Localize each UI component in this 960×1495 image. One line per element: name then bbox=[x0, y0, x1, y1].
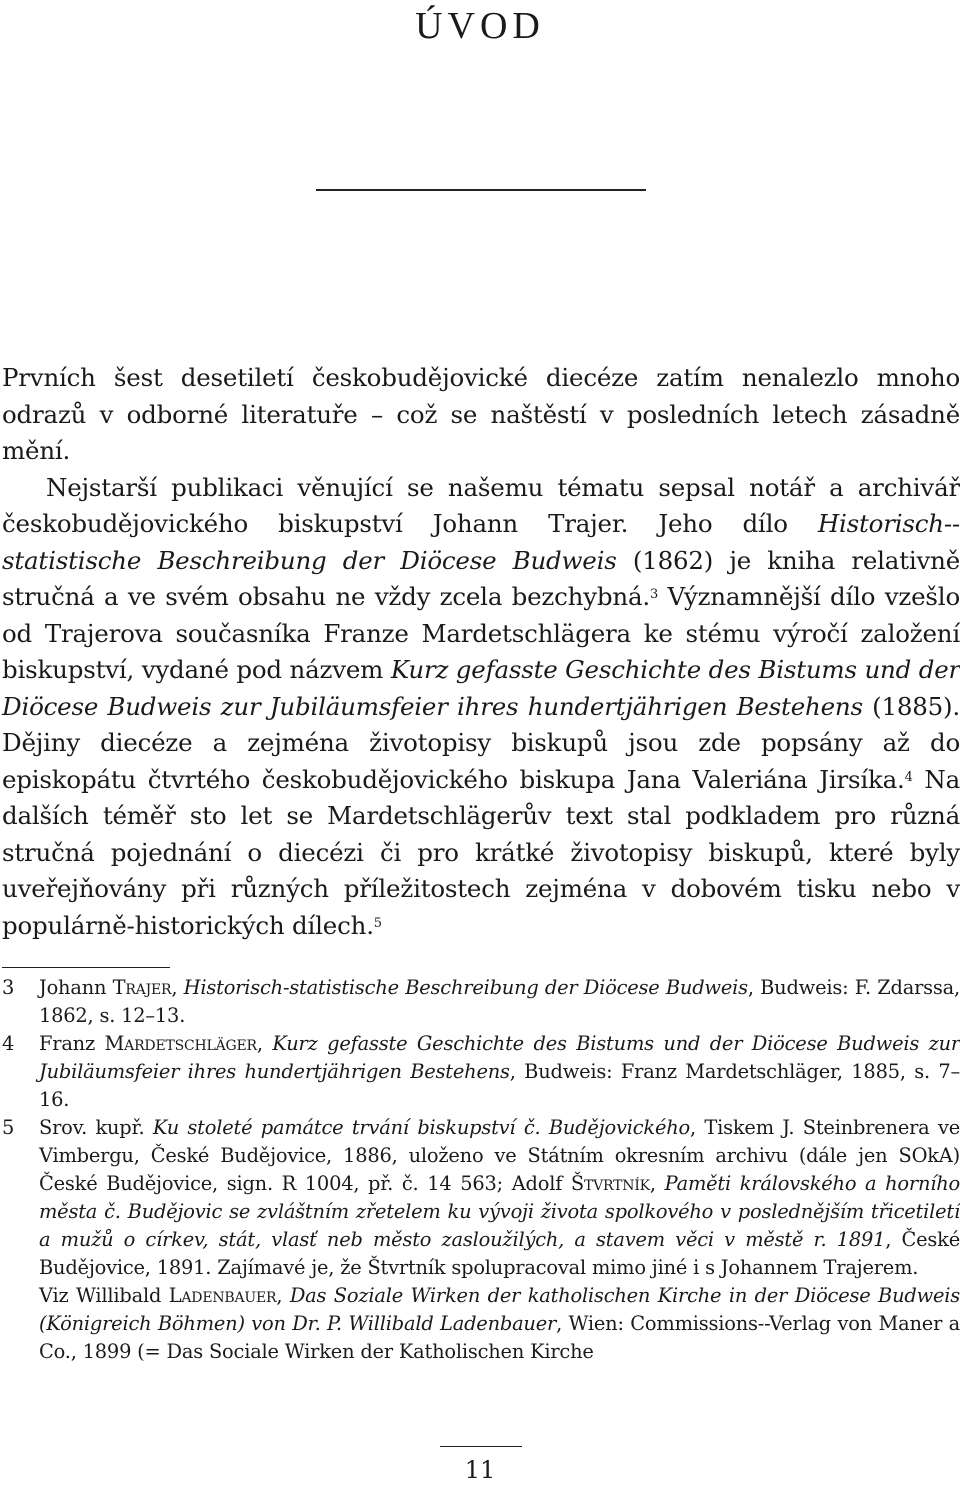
author-name: Ladenbauer bbox=[168, 1284, 277, 1307]
text-run: , Budweis: F. Zdarssa, 1862, s. 12–13. bbox=[39, 976, 960, 1027]
footnote-number: 4 bbox=[2, 1032, 15, 1055]
text-run: Srov. kupř. bbox=[39, 1116, 153, 1139]
text-run: Nejstarší publikaci věnující se našemu tématu sepsal notář a archivář českobudějovického biskupství Johann Trajer. Jeho dílo bbox=[2, 472, 960, 538]
book-title-italic: Ku stoleté památce trvání biskupství č. Budějovického bbox=[152, 1116, 691, 1139]
footnote-ref-3[interactable]: 3 bbox=[649, 587, 659, 602]
text-run: , České Budějovice, 1891. Zajímavé je, že Štvrtník spolupracoval mimo jiné i s Johannem Trajerem. bbox=[39, 1228, 960, 1279]
text-run: , bbox=[649, 1172, 665, 1195]
author-name: Mardetschläger bbox=[104, 1032, 257, 1055]
text-run: Viz Willibald bbox=[39, 1284, 169, 1307]
text-run: , bbox=[276, 1284, 290, 1307]
title-divider bbox=[316, 189, 646, 191]
text-run: , bbox=[171, 976, 184, 999]
paragraph-1: Prvních šest desetiletí českobudějovické diecéze zatím nenalezlo mnoho odrazů v odborné literatuře – což se naštěstí v posledních letech zásadně mění. bbox=[2, 363, 960, 465]
text-run: Na dalších téměř sto let se Mardetschlägerův text stal podkladem pro různá stručná pojednání o diecézi či pro krátké životopisy biskupů, které byly uveřejňovány při různých příležitostech zejména v dobovém tisku nebo v populárně-historických dílech. bbox=[2, 764, 960, 940]
author-name: Štvrtník bbox=[570, 1172, 650, 1195]
book-title-italic: Paměti královského a horního města č. Budějovic se zvláštním zřetelem ku vývoji života spolkového v poslednějším třicetiletí a mužů o církev, stát, vlasť neb město zasloužilých, a stavem věci v městě r. 1891 bbox=[39, 1172, 960, 1251]
text-run: Franz bbox=[39, 1032, 105, 1055]
footnote-4 bbox=[2, 1030, 960, 1114]
footnote-5-continued bbox=[2, 1282, 960, 1366]
text-run: , Budweis: Franz Mardetschläger, 1885, s. 7–16. bbox=[39, 1060, 960, 1111]
text-run: , bbox=[256, 1032, 273, 1055]
footnote-number: 3 bbox=[2, 976, 15, 999]
book-title-italic: Historisch--statistische Beschreibung der Diöcese Budweis bbox=[2, 509, 960, 575]
page-number: 11 bbox=[464, 1456, 496, 1484]
book-title-italic: Kurz gefasste Geschichte des Bistums und der Diöcese Budweis zur Jubiläumsfeier ihres hundertjährigen Bestehens bbox=[39, 1032, 960, 1083]
text-run: Johann bbox=[39, 976, 113, 999]
paragraph-2 bbox=[2, 470, 960, 945]
footnote-divider bbox=[2, 967, 170, 968]
footnote-ref-5[interactable]: 5 bbox=[373, 915, 382, 931]
text-run: (1885). Dějiny diecéze a zejména životopisy biskupů jsou zde popsány až do episkopátu čtvrtého českobudějovického biskupa Jana Valeriána Jirsíka. bbox=[2, 691, 960, 794]
page-number-divider bbox=[440, 1446, 522, 1447]
footnote-5 bbox=[2, 1114, 960, 1282]
footnotes bbox=[2, 974, 960, 1366]
text-run: Významnější dílo vzešlo od Trajerova současníka Franze Mardetschlägera ke stému výročí založení biskupství, vydané pod názvem bbox=[2, 582, 960, 684]
chapter-title: ÚVOD bbox=[415, 5, 545, 47]
footnote-3 bbox=[2, 974, 960, 1030]
author-name: Trajer bbox=[112, 976, 172, 999]
book-title-italic: Das Soziale Wirken der katholischen Kirche in der Diöcese Budweis (Königreich Böhmen) von Dr. P. Willibald Ladenbauer bbox=[39, 1284, 960, 1335]
book-title-italic: Kurz gefasste Geschichte des Bistums und der Diöcese Budweis zur Jubiläumsfeier ihres hundertjährigen Bestehens bbox=[2, 655, 960, 721]
footnote-number: 5 bbox=[2, 1116, 15, 1139]
text-run: , Wien: Commissions--Verlag von Maner a Co., 1899 (= Das Sociale Wirken der Katholischen Kirche bbox=[39, 1312, 960, 1363]
text-run: (1862) je kniha relativně stručná a ve svém obsahu ne vždy zcela bezchybná. bbox=[2, 545, 960, 611]
book-title-italic: Historisch-statistische Beschreibung der Diöcese Budweis bbox=[183, 976, 748, 999]
footnote-ref-4[interactable]: 4 bbox=[904, 769, 913, 785]
text-run: , Tiskem J. Steinbrenera ve Vimbergu, České Budějovice, 1886, uloženo ve Státním okresním archivu (dále jen SOkA) České Budějovice, sign. R 1004, př. č. 14 563; Adolf bbox=[39, 1116, 960, 1195]
main-text bbox=[2, 360, 960, 944]
